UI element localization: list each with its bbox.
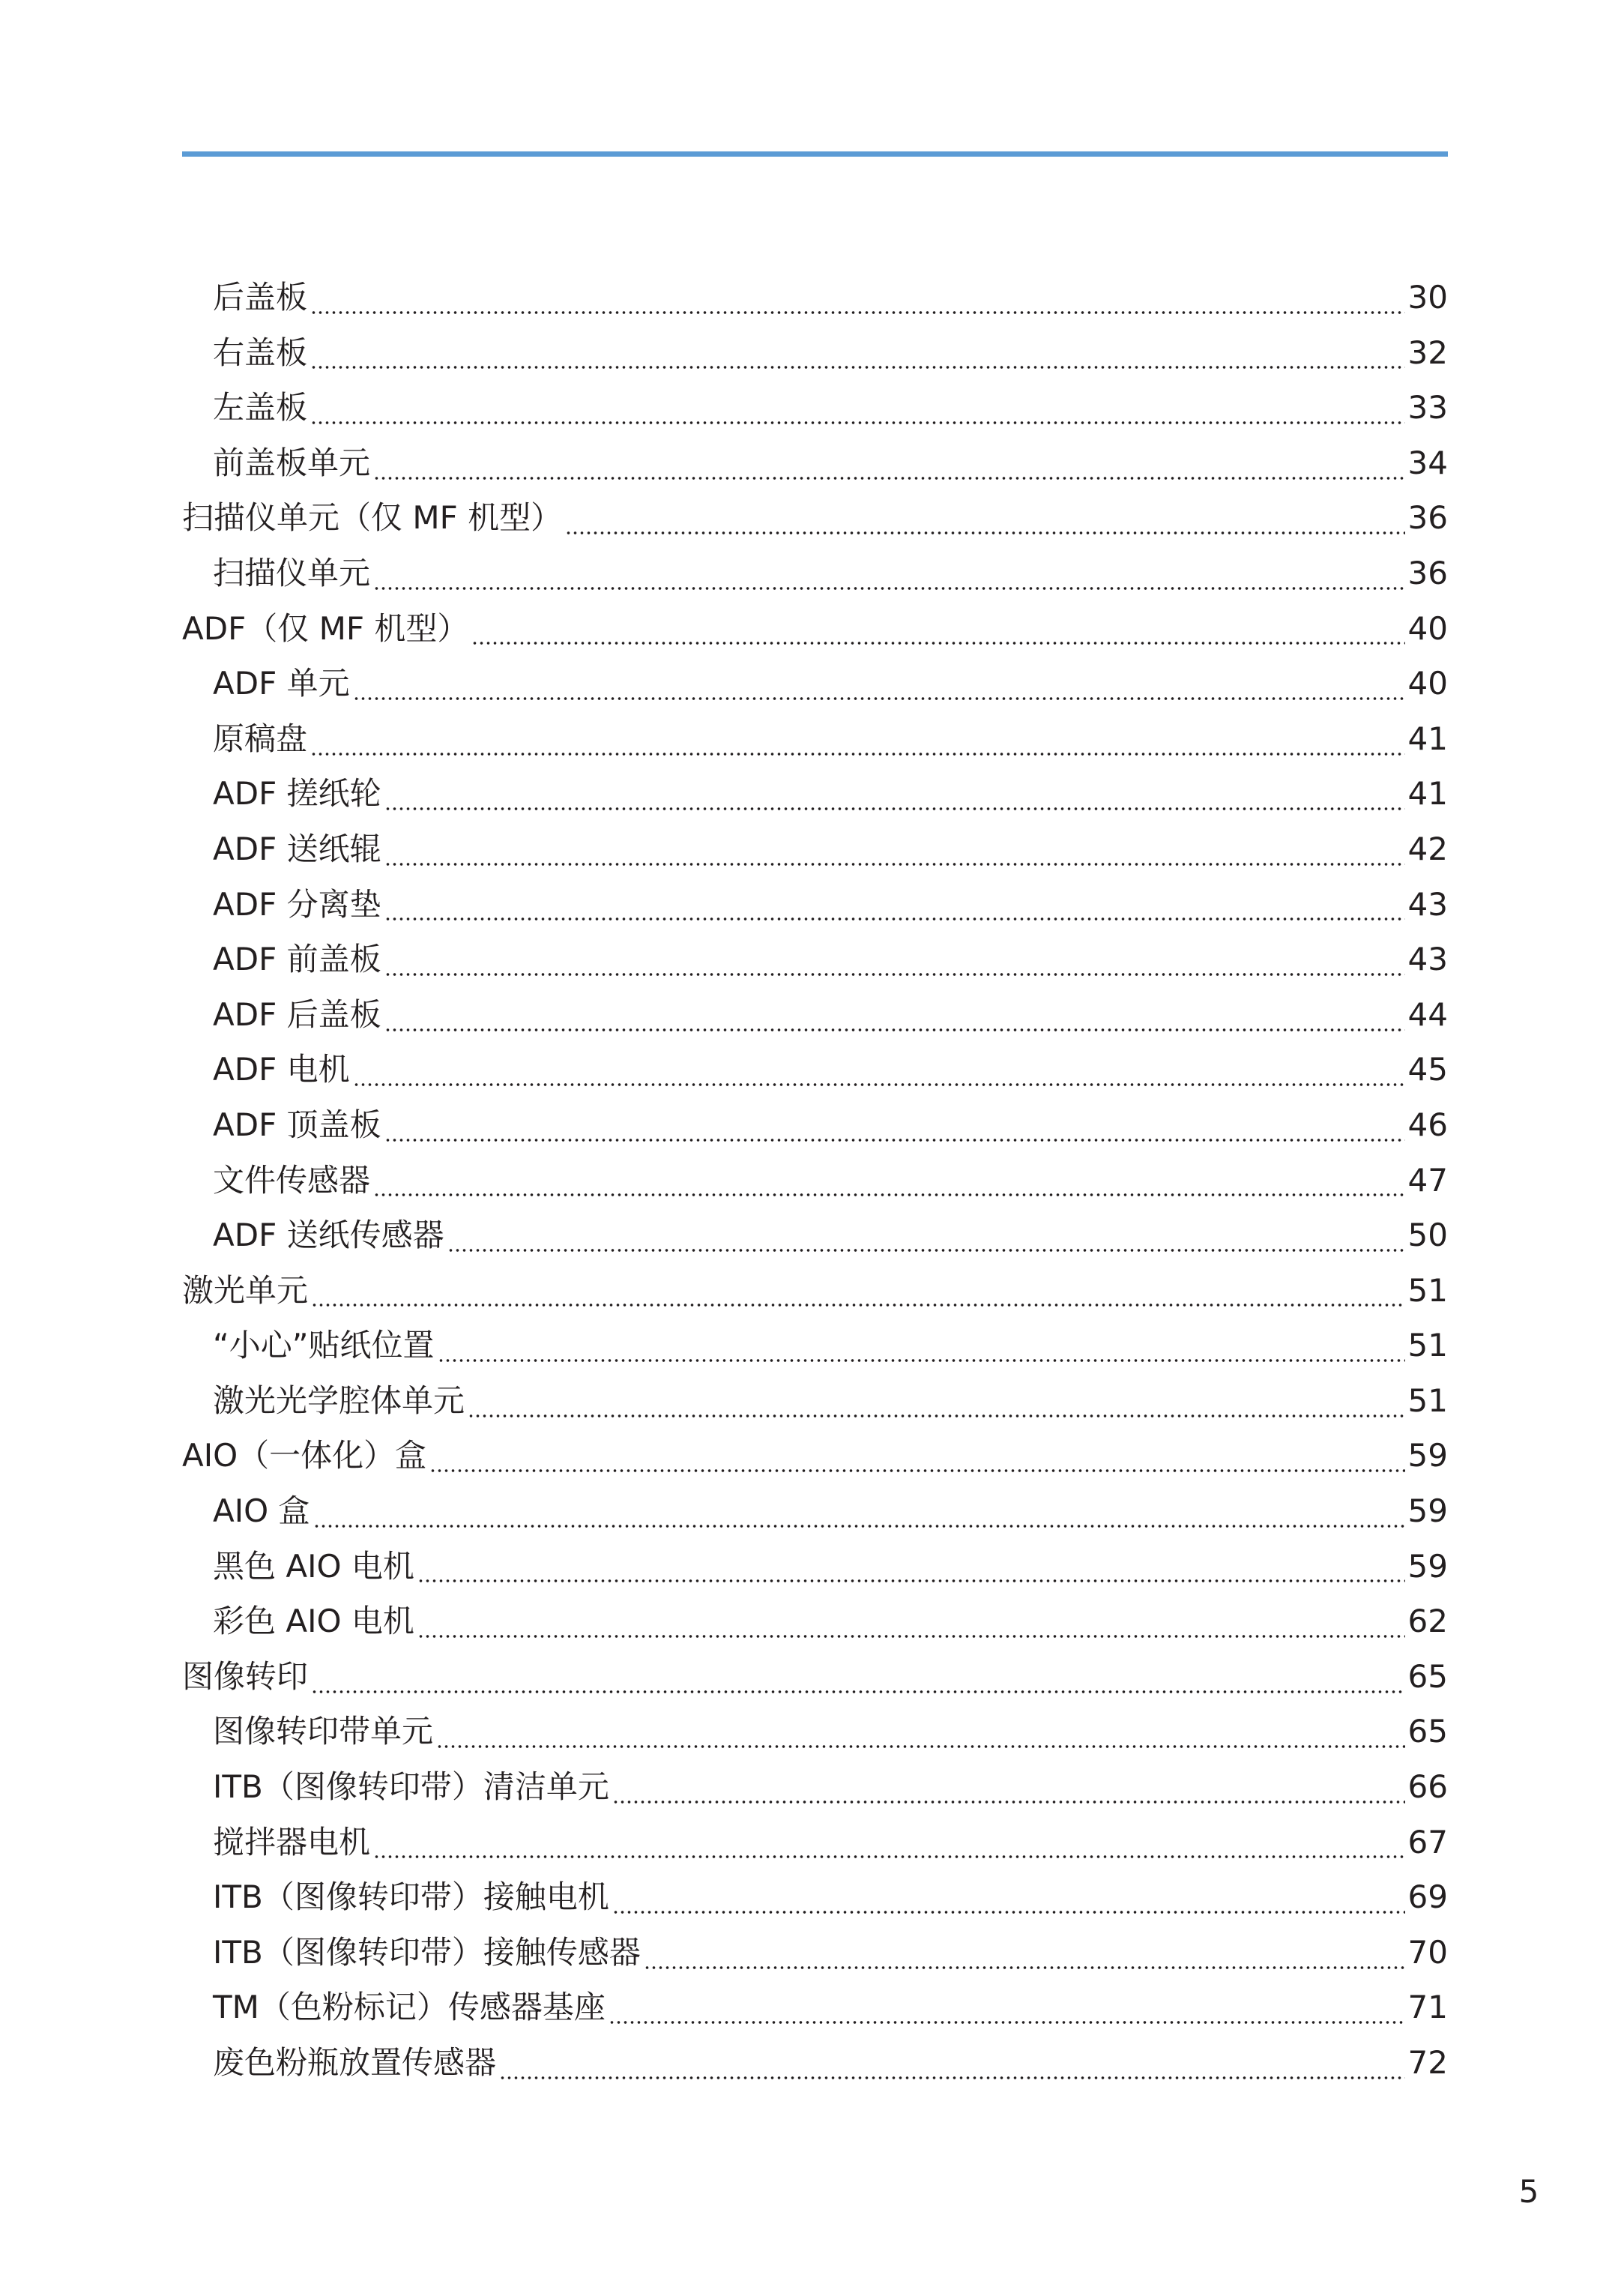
toc-entry-title: AIO 盒 [213, 1492, 310, 1530]
toc-entry-title: 图像转印带单元 [213, 1713, 434, 1750]
toc-entry[interactable] [182, 822, 1448, 877]
toc-entry[interactable] [182, 877, 1448, 932]
toc-entry-page: 43 [1407, 885, 1448, 923]
toc-entry-title: 搅拌器电机 [213, 1823, 371, 1860]
toc-dot-leader [311, 1690, 1405, 1694]
toc-entry-title: 图像转印 [182, 1657, 309, 1695]
toc-entry-title: 左盖板 [213, 389, 308, 427]
toc-entry-page: 41 [1407, 775, 1448, 813]
toc-entry[interactable] [182, 380, 1448, 436]
toc-entry-page: 36 [1407, 554, 1448, 591]
toc-dot-leader [417, 1634, 1405, 1639]
toc-entry-title: 激光单元 [182, 1271, 309, 1309]
toc-entry[interactable] [182, 1208, 1448, 1263]
toc-dot-leader [436, 1744, 1405, 1749]
toc-entry-page: 59 [1407, 1547, 1448, 1585]
toc-entry[interactable] [182, 1097, 1448, 1153]
toc-entry-title: 激光光学腔体单元 [213, 1381, 465, 1419]
toc-entry[interactable] [182, 436, 1448, 491]
toc-entry-page: 40 [1407, 665, 1448, 702]
toc-dot-leader [471, 641, 1404, 645]
toc-entry-page: 30 [1407, 279, 1448, 316]
toc-entry-page: 44 [1407, 995, 1448, 1033]
toc-entry-title: 黑色 AIO 电机 [213, 1547, 414, 1585]
toc-entry-page: 51 [1407, 1271, 1448, 1309]
toc-entry[interactable] [182, 656, 1448, 711]
toc-dot-leader [609, 2020, 1405, 2025]
toc-entry[interactable] [182, 1153, 1448, 1208]
toc-dot-leader [612, 1800, 1405, 1804]
toc-entry[interactable] [182, 1042, 1448, 1097]
toc-entry[interactable] [182, 987, 1448, 1043]
toc-entry[interactable] [182, 1704, 1448, 1759]
toc-entry-title: 后盖板 [213, 279, 308, 316]
toc-dot-leader [384, 972, 1405, 977]
toc-entry-page: 72 [1407, 2044, 1448, 2081]
toc-dot-leader [429, 1468, 1404, 1473]
toc-dot-leader [447, 1248, 1405, 1253]
toc-entry-title: ITB（图像转印带）清洁单元 [213, 1768, 609, 1806]
toc-entry-page: 65 [1407, 1657, 1448, 1695]
toc-entry[interactable] [182, 1483, 1448, 1539]
toc-entry[interactable] [182, 490, 1448, 546]
toc-entry-page: 59 [1407, 1437, 1448, 1474]
header-rule [182, 151, 1448, 157]
toc-entry-title: ITB（图像转印带）接触电机 [213, 1878, 609, 1916]
toc-entry-title: ADF 送纸辊 [213, 830, 381, 867]
toc-entry[interactable] [182, 1318, 1448, 1373]
toc-entry-page: 70 [1407, 1933, 1448, 1971]
toc-entry-page: 32 [1407, 334, 1448, 371]
toc-entry-title: “小心”贴纸位置 [213, 1327, 435, 1364]
toc-dot-leader [499, 2076, 1405, 2080]
toc-entry-title: 原稿盘 [213, 720, 308, 757]
toc-entry-page: 51 [1407, 1381, 1448, 1419]
toc-entry[interactable] [182, 766, 1448, 822]
toc-dot-leader [310, 752, 1405, 756]
toc-entry-title: 文件传感器 [213, 1161, 371, 1199]
toc-entry-title: 扫描仪单元 [213, 554, 371, 591]
toc-entry-title: 前盖板单元 [213, 444, 371, 481]
toc-dot-leader [313, 1524, 1405, 1528]
toc-dot-leader [353, 696, 1405, 701]
toc-entry-page: 50 [1407, 1217, 1448, 1254]
toc-entry-page: 43 [1407, 941, 1448, 978]
toc-dot-leader [644, 1965, 1405, 1970]
toc-dot-leader [310, 421, 1405, 425]
toc-entry-page: 67 [1407, 1823, 1448, 1860]
toc-entry[interactable] [182, 601, 1448, 657]
toc-entry[interactable] [182, 711, 1448, 767]
toc-entry[interactable] [182, 270, 1448, 325]
toc-entry-page: 71 [1407, 1989, 1448, 2026]
toc-entry-page: 45 [1407, 1051, 1448, 1088]
toc-dot-leader [310, 310, 1405, 315]
toc-entry-page: 62 [1407, 1603, 1448, 1640]
toc-entry[interactable] [182, 1428, 1448, 1483]
toc-entry-title: ADF 单元 [213, 665, 350, 702]
toc-dot-leader [565, 531, 1404, 535]
toc-dot-leader [384, 1138, 1405, 1142]
toc-dot-leader [353, 1082, 1405, 1087]
toc-entry[interactable] [182, 1539, 1448, 1594]
toc-entry[interactable] [182, 1263, 1448, 1319]
toc-entry-page: 46 [1407, 1106, 1448, 1143]
toc-entry-title: ADF 分离垫 [213, 885, 381, 923]
toc-entry-title: ADF 前盖板 [213, 941, 381, 978]
toc-entry-title: ADF（仅 MF 机型） [182, 609, 469, 647]
toc-entry[interactable] [182, 1594, 1448, 1649]
toc-dot-leader [373, 476, 1405, 480]
toc-entry[interactable] [182, 1869, 1448, 1925]
toc-dot-leader [310, 365, 1405, 370]
toc-entry-title: ADF 电机 [213, 1051, 350, 1088]
toc-entry-page: 36 [1407, 499, 1448, 537]
toc-entry-title: 扫描仪单元（仅 MF 机型） [182, 499, 563, 537]
toc-dot-leader [384, 1028, 1405, 1032]
toc-entry[interactable] [182, 1759, 1448, 1815]
toc-dot-leader [612, 1910, 1405, 1914]
toc-entry-page: 41 [1407, 720, 1448, 757]
toc-entry-page: 42 [1407, 830, 1448, 867]
toc-entry-page: 65 [1407, 1713, 1448, 1750]
toc-entry[interactable] [182, 932, 1448, 987]
toc-dot-leader [373, 1854, 1405, 1859]
toc-entry[interactable] [182, 2035, 1448, 2091]
toc-dot-leader [417, 1579, 1405, 1583]
toc-dot-leader [373, 586, 1405, 591]
toc-dot-leader [311, 1303, 1405, 1307]
toc-entry-title: 右盖板 [213, 334, 308, 371]
toc-dot-leader [384, 807, 1405, 811]
toc-entry-page: 40 [1407, 609, 1448, 647]
toc-entry-page: 47 [1407, 1161, 1448, 1199]
toc-entry-title: ADF 后盖板 [213, 995, 381, 1033]
toc-entry[interactable] [182, 1925, 1448, 1980]
toc-entry-title: ITB（图像转印带）接触传感器 [213, 1933, 641, 1971]
toc-entry-page: 51 [1407, 1327, 1448, 1364]
toc-dot-leader [468, 1414, 1405, 1418]
toc-entry-page: 66 [1407, 1768, 1448, 1806]
toc-entry[interactable] [182, 325, 1448, 381]
table-of-contents [182, 270, 1448, 2091]
toc-dot-leader [384, 917, 1405, 921]
toc-entry-title: ADF 搓纸轮 [213, 775, 381, 813]
toc-entry-page: 34 [1407, 444, 1448, 481]
toc-entry[interactable] [182, 1980, 1448, 2035]
toc-entry-title: ADF 顶盖板 [213, 1106, 381, 1143]
toc-entry-title: AIO（一体化）盒 [182, 1437, 427, 1474]
toc-entry[interactable] [182, 1373, 1448, 1429]
toc-entry[interactable] [182, 1815, 1448, 1870]
toc-entry[interactable] [182, 1649, 1448, 1705]
toc-entry[interactable] [182, 546, 1448, 601]
toc-dot-leader [384, 862, 1405, 867]
toc-entry-page: 59 [1407, 1492, 1448, 1530]
toc-entry-title: 彩色 AIO 电机 [213, 1603, 414, 1640]
toc-dot-leader [373, 1193, 1405, 1197]
toc-entry-title: ADF 送纸传感器 [213, 1217, 444, 1254]
toc-entry-page: 69 [1407, 1878, 1448, 1916]
page-number: 5 [1518, 2173, 1539, 2210]
toc-entry-title: 废色粉瓶放置传感器 [213, 2044, 497, 2081]
toc-entry-title: TM（色粉标记）传感器基座 [213, 1989, 606, 2026]
toc-dot-leader [438, 1358, 1405, 1363]
toc-entry-page: 33 [1407, 389, 1448, 427]
